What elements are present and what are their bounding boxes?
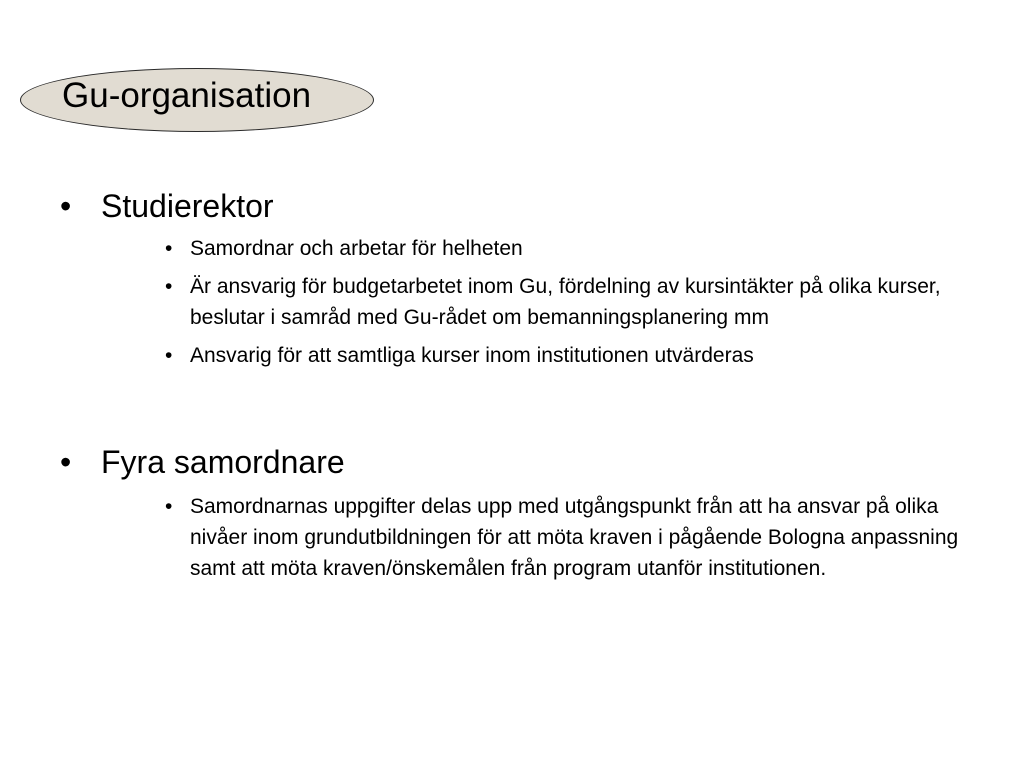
sub-bullet-list: [0, 233, 1024, 371]
list-item-text: Samordnar och arbetar för helheten: [190, 237, 523, 260]
section-heading: Fyra samordnare: [101, 444, 345, 480]
bullet-icon: •: [165, 275, 173, 298]
bullet-icon: •: [165, 495, 173, 518]
list-item: [0, 340, 980, 371]
bullet-icon: •: [60, 188, 72, 224]
bullet-icon: •: [60, 444, 72, 480]
section-studierektor: [0, 183, 1024, 378]
level1-bullet: [0, 439, 1024, 485]
list-item: [0, 491, 980, 584]
sub-bullet-list: [0, 491, 1024, 584]
section-fyra-samordnare: [0, 439, 1024, 591]
list-item-text: Samordnarnas uppgifter delas upp med utgångspunkt från att ha ansvar på olika nivåer inom grundutbildningen för att möta kraven i pågående Bologna anpassning samt att möta kraven/önskemålen från program utanför institutionen.: [190, 495, 959, 580]
slide-title: Gu-organisation: [62, 76, 312, 115]
list-item-text: Ansvarig för att samtliga kurser inom institutionen utvärderas: [190, 344, 754, 367]
level1-bullet: [0, 183, 1024, 229]
bullet-icon: •: [165, 237, 173, 260]
list-item-text: Är ansvarig för budgetarbetet inom Gu, fördelning av kursintäkter på olika kurser, beslutar i samråd med Gu-rådet om bemanningsplanering mm: [190, 275, 941, 329]
list-item: [0, 271, 980, 333]
section-heading: Studierektor: [101, 188, 274, 224]
list-item: [0, 233, 980, 264]
bullet-icon: •: [165, 344, 173, 367]
